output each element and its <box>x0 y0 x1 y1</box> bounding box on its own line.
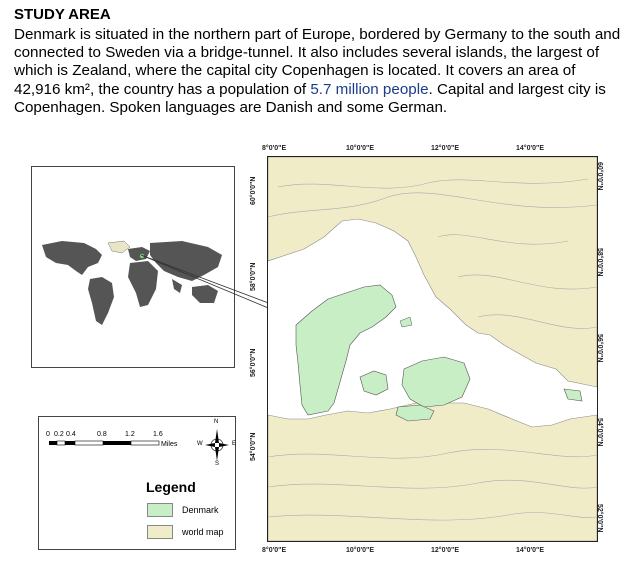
lat-left-label-2: 56°0'0"N <box>250 348 257 377</box>
section-heading: STUDY AREA <box>14 6 111 23</box>
lon-top-label-1: 10°0'0"E <box>346 145 375 152</box>
lat-right-label-3: 54°0'0"N <box>596 418 603 447</box>
lat-right-label-0: 60°0'0"N <box>596 162 603 191</box>
lon-bottom-label-2: 12°0'0"E <box>431 547 460 554</box>
lat-left-label-0: 60°0'0"N <box>250 176 257 205</box>
scale-tick-4: 1.2 <box>125 431 135 438</box>
lon-bottom-label-0: 8°0'0"E <box>262 547 287 554</box>
legend-label-denmark: Denmark <box>182 505 219 515</box>
lat-right-label-2: 56°0'0"N <box>596 334 603 363</box>
legend-label-world: world map <box>182 527 224 537</box>
lat-right-label-1: 58°0'0"N <box>596 248 603 277</box>
lat-right-label-4: 52°0'0"N <box>596 504 603 533</box>
main-map-svg <box>268 157 597 541</box>
lon-top-label-3: 14°0'0"E <box>516 145 545 152</box>
scale-tick-0: 0 <box>46 431 50 438</box>
legend-swatch-world <box>147 525 173 539</box>
lon-bottom-label-1: 10°0'0"E <box>346 547 375 554</box>
north-arrow-icon <box>202 425 232 465</box>
lon-top-label-2: 12°0'0"E <box>431 145 460 152</box>
lat-left-label-1: 58°0'0"N <box>250 262 257 291</box>
scale-tick-3: 0.8 <box>97 431 107 438</box>
scale-tick-2: 0.4 <box>66 431 76 438</box>
paragraph-lead: Denmark is situated in the northern part of Europe, bordered by Germany to the south and connected to Sweden via a bridge-tunnel. It also includes several islands, the largest of which is Zealand, where the capital city Copenhagen is located. It covers an area of 42,916 km², the country has a population of <box>14 26 621 98</box>
lat-left-label-3: 54°0'0"N <box>250 432 257 461</box>
south-label: S <box>215 461 220 467</box>
main-map <box>267 156 598 542</box>
lon-top-label-0: 8°0'0"E <box>262 145 287 152</box>
legend-swatch-denmark <box>147 503 173 517</box>
east-label: E <box>232 441 237 447</box>
scale-tick-1: 0.2 <box>54 431 64 438</box>
legend-title: Legend <box>146 479 196 495</box>
legend-panel <box>38 416 236 550</box>
paragraph-tail: . Capital and largest city is Copenhagen. Spoken languages are Danish and some German. <box>14 80 606 116</box>
population-value: 5.7 million people <box>310 80 429 98</box>
lon-bottom-label-3: 14°0'0"E <box>516 547 545 554</box>
scale-tick-5: 1.6 <box>153 431 163 438</box>
west-label: W <box>197 441 203 447</box>
scale-unit: Miles <box>161 441 178 448</box>
north-label: N <box>214 419 219 425</box>
